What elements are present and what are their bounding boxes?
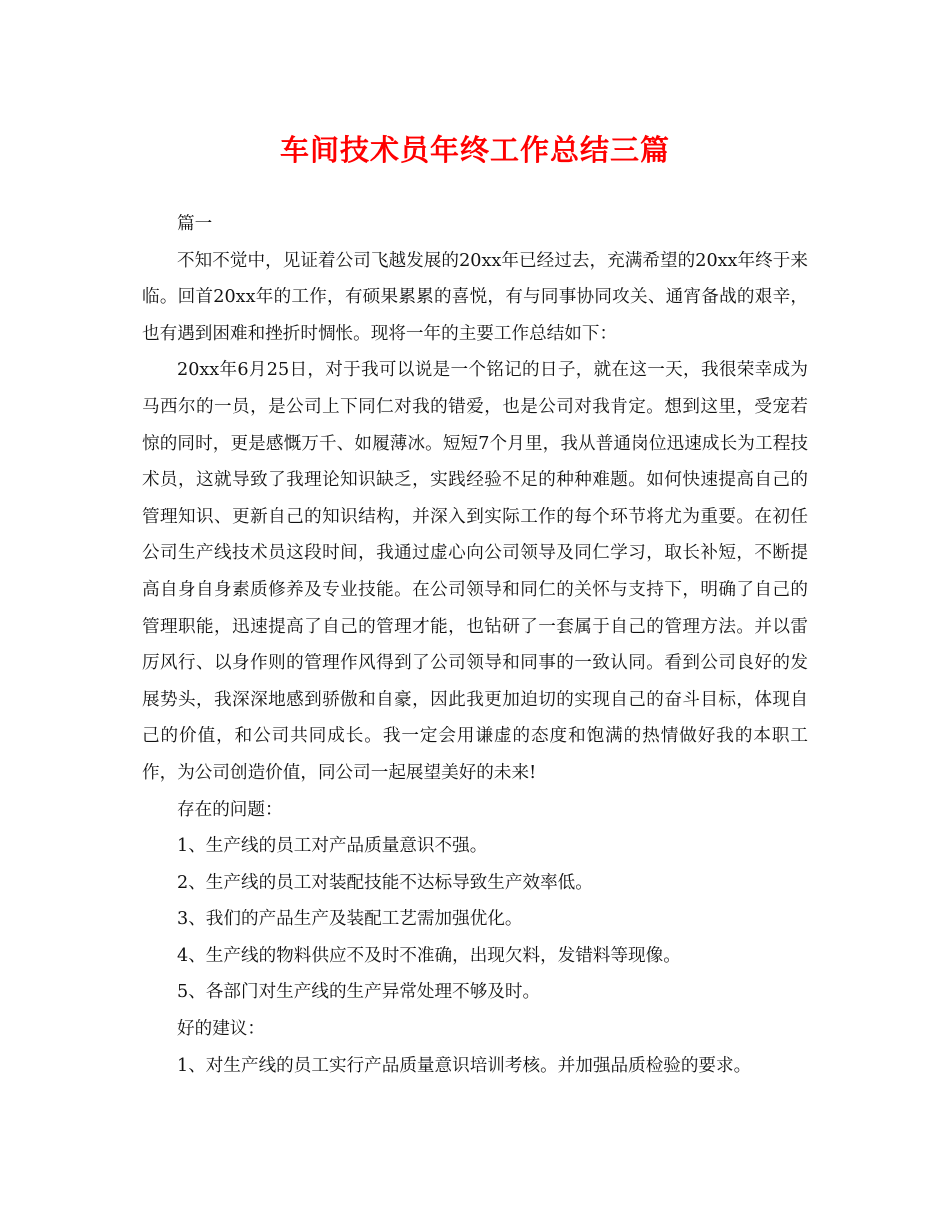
problem-item: 2、生产线的员工对装配技能不达标导致生产效率低。 [177,872,593,893]
intro-paragraph: 不知不觉中，见证着公司飞越发展的20xx年已经过去，充满希望的20xx年终于来临。回首20xx年的工作，有硕果累累的喜悦，有与同事协同攻关、通宵备战的艰辛，也有遇到困难和挫折时惆怅。现将一年的主要工作总结如下： [142,250,808,344]
suggestions-heading: 好的建议： [177,1019,265,1040]
document-body [142,206,808,1084]
problem-item: 1、生产线的员工对产品质量意识不强。 [177,836,488,857]
problem-item: 3、我们的产品生产及装配工艺需加强优化。 [177,909,523,930]
main-paragraph: 20xx年6月25日，对于我可以说是一个铭记的日子，就在这一天，我很荣幸成为马西尔的一员，是公司上下同仁对我的错爱，也是公司对我肯定。想到这里，受宠若惊的同时，更是感慨万千、如履薄冰。短短7个月里，我从普通岗位迅速成长为工程技术员，这就导致了我理论知识缺乏，实践经验不足的种种难题。如何快速提高自己的管理知识、更新自己的知识结构，并深入到实际工作的每个环节将尤为重要。在初任公司生产线技术员这段时间，我通过虚心向公司领导及同仁学习，取长补短，不断提高自身自身素质修养及专业技能。在公司领导和同仁的关怀与支持下，明确了自己的管理职能，迅速提高了自己的管理才能，也钻研了一套属于自己的管理方法。并以雷厉风行、以身作则的管理作风得到了公司领导和同事的一致认同。看到公司良好的发展势头，我深深地感到骄傲和自豪，因此我更加迫切的实现自己的奋斗目标，体现自己的价值，和公司共同成长。我一定会用谦虚的态度和饱满的热情做好我的本职工作，为公司创造价值，同公司一起展望美好的未来! [142,360,808,783]
section-heading: 篇一 [177,214,213,234]
document-title: 车间技术员年终工作总结三篇 [279,133,670,167]
suggestion-item: 1、对生产线的员工实行产品质量意识培训考核。并加强品质检验的要求。 [177,1055,752,1076]
problems-heading: 存在的问题： [177,799,283,820]
problem-item: 5、各部门对生产线的生产异常处理不够及时。 [177,982,541,1003]
problem-item: 4、生产线的物料供应不及时不准确，出现欠料，发错料等现像。 [177,945,681,966]
